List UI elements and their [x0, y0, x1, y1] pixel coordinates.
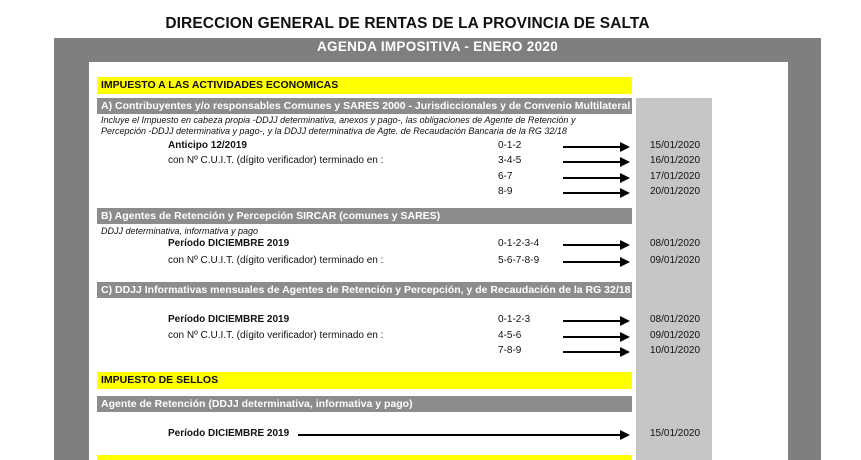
arrow-icon [563, 146, 621, 148]
sellos-header: Agente de Retención (DDJJ determinativa, informativa y pago) [97, 396, 632, 412]
section-a-digits-4: 8-9 [498, 186, 513, 197]
section-b-note: DDJJ determinativa, informativa y pago [101, 226, 259, 236]
arrow-icon [563, 320, 621, 322]
agenda-subtitle: AGENDA IMPOSITIVA - ENERO 2020 [316, 39, 559, 54]
section-b-period: Período DICIEMBRE 2019 [168, 238, 290, 249]
sellos-period: Período DICIEMBRE 2019 [168, 428, 290, 439]
section-a-date-2: 16/01/2020 [650, 155, 701, 166]
arrow-icon [563, 192, 621, 194]
section-a-digits-3: 6-7 [498, 171, 513, 182]
section-b-header: B) Agentes de Retención y Percepción SIRCAR (comunes y SARES) [97, 208, 632, 224]
arrow-icon [563, 177, 621, 179]
section-a-digits-2: 3-4-5 [498, 155, 522, 166]
section-a-digits-1: 0-1-2 [498, 140, 522, 151]
section-b-digits-2: 5-6-7-8-9 [498, 255, 540, 266]
arrow-icon [563, 351, 621, 353]
document-title: DIRECCION GENERAL DE RENTAS DE LA PROVINCIA DE SALTA [165, 15, 650, 32]
section-a-cuit-label: con Nº C.U.I.T. (dígito verificador) terminado en : [168, 155, 384, 166]
section-a-date-1: 15/01/2020 [650, 140, 701, 151]
section-c-digits-2: 4-5-6 [498, 330, 522, 341]
section-title-sellos: IMPUESTO DE SELLOS [97, 372, 632, 389]
sellos-date: 15/01/2020 [650, 428, 701, 439]
section-a-period: Anticipo 12/2019 [168, 140, 247, 151]
arrow-icon [298, 434, 621, 436]
section-b-date-1: 08/01/2020 [650, 238, 701, 249]
section-c-header: C) DDJJ Informativas mensuales de Agentes de Retención y Percepción, y de Recaudación de la RG 32/18 [97, 282, 632, 298]
section-c-date-2: 09/01/2020 [650, 330, 701, 341]
section-a-date-4: 20/01/2020 [650, 186, 701, 197]
arrow-icon [563, 161, 621, 163]
arrow-icon [563, 261, 621, 263]
section-title-actividades: IMPUESTO A LAS ACTIVIDADES ECONOMICAS [97, 77, 632, 94]
section-c-digits-1: 0-1-2-3 [498, 314, 531, 325]
section-a-header: A) Contribuyentes y/o responsables Comunes y SARES 2000 - Jurisdiccionales y de Convenio Multilateral [97, 98, 632, 114]
section-a-date-3: 17/01/2020 [650, 171, 701, 182]
section-a-note-line1: Incluye el Impuesto en cabeza propia -DDJJ determinativa, anexos y pago-, las obligaciones de Agente de Retención y [101, 115, 576, 125]
section-c-period: Período DICIEMBRE 2019 [168, 314, 290, 325]
section-c-digits-3: 7-8-9 [498, 345, 522, 356]
section-c-cuit-label: con Nº C.U.I.T. (dígito verificador) terminado en : [168, 330, 384, 341]
section-b-digits-1: 0-1-2-3-4 [498, 238, 540, 249]
section-a-note-line2: Percepción -DDJJ determinativa y pago-, y la DDJJ determinativa de Agte. de Recaudación Bancaria de la RG 32/18 [101, 126, 567, 136]
due-date-column [636, 98, 712, 460]
section-b-cuit-label: con Nº C.U.I.T. (dígito verificador) terminado en : [168, 255, 384, 266]
section-c-date-1: 08/01/2020 [650, 314, 701, 325]
section-c-date-3: 10/01/2020 [650, 345, 701, 356]
arrow-icon [563, 244, 621, 246]
next-section-bar [97, 455, 632, 460]
arrow-icon [563, 336, 621, 338]
section-b-date-2: 09/01/2020 [650, 255, 701, 266]
